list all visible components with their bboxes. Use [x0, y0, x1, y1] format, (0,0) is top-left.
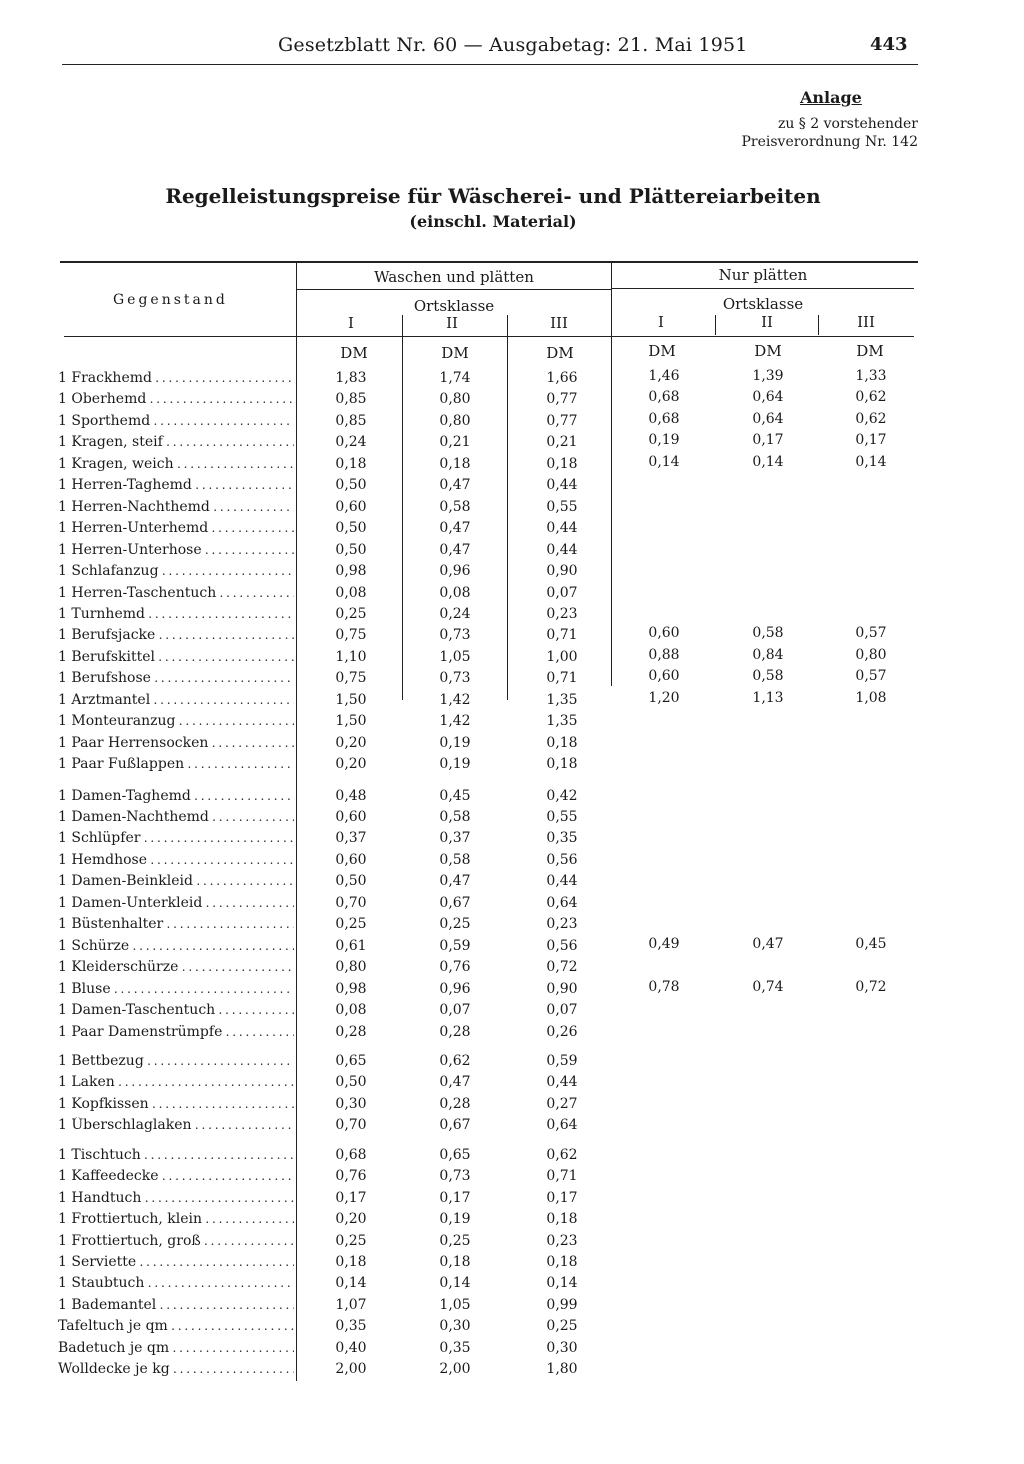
wash-price-class-1: 0,20: [335, 734, 367, 751]
iron-price-class-3: 0,14: [855, 453, 887, 470]
wash-price-class-3: 0,17: [546, 1189, 578, 1206]
iron-price-class-1: 0,88: [648, 646, 680, 663]
table-row: [0, 978, 1024, 1002]
w-unit-ii: DM: [441, 344, 469, 362]
wash-price-class-1: 0,30: [335, 1095, 367, 1112]
wash-price-class-1: 2,00: [335, 1361, 367, 1378]
wash-price-class-1: 0,60: [335, 809, 367, 825]
row-item-label: 1 Paar Herrensocken . . .: [58, 735, 294, 751]
wash-price-class-2: 0,58: [439, 851, 471, 868]
row-item-label: 1 Frackhemd . . .: [58, 370, 294, 386]
wash-price-class-3: 0,30: [546, 1339, 578, 1356]
wash-price-class-2: 2,00: [439, 1361, 471, 1378]
wash-price-class-3: 0,59: [546, 1052, 578, 1069]
iron-price-class-2: 1,13: [752, 689, 784, 706]
wash-price-class-1: 1,50: [335, 713, 367, 730]
wash-price-class-2: 0,96: [439, 980, 471, 997]
row-item-label: 1 Sporthemd . . .: [58, 413, 294, 429]
row-item-label: 1 Herren-Unterhose . . .: [58, 542, 294, 558]
iron-price-class-3: 0,57: [855, 668, 887, 685]
w-class-iii: III: [550, 314, 568, 332]
wash-price-class-3: 0,90: [546, 980, 578, 997]
row-item-label: 1 Frottiertuch, klein . . .: [58, 1211, 294, 1227]
wash-price-class-1: 0,18: [335, 455, 367, 472]
wash-price-class-3: 0,21: [546, 434, 578, 451]
wash-price-class-3: 0,71: [546, 627, 578, 644]
wash-price-class-1: 0,35: [335, 1318, 367, 1335]
wash-price-class-1: 0,60: [335, 498, 367, 515]
wash-price-class-3: 0,07: [546, 1002, 578, 1019]
row-item-label: 1 Berufsjacke . . .: [58, 627, 294, 643]
wash-price-class-3: 0,71: [546, 1168, 578, 1185]
item-column-header: Gegenstand: [113, 292, 228, 308]
table-row: [0, 852, 1024, 873]
p-class-ii: II: [761, 313, 773, 331]
wash-price-class-3: 0,18: [546, 1211, 578, 1228]
iron-price-class-1: 0,19: [648, 432, 680, 449]
table-row: [0, 1361, 1024, 1382]
table-row: [0, 1074, 1024, 1095]
wash-price-class-3: 0,23: [546, 1232, 578, 1249]
table-row: [0, 1147, 1024, 1168]
annex-label: Anlage: [800, 88, 862, 107]
iron-price-class-1: 0,68: [648, 410, 680, 427]
table-row: [0, 1275, 1024, 1296]
wash-price-class-3: 0,72: [546, 959, 578, 976]
wash-price-class-1: 0,25: [335, 605, 367, 622]
wash-price-class-3: 0,55: [546, 809, 578, 825]
iron-price-class-2: 0,58: [752, 625, 784, 642]
table-row: [0, 1190, 1024, 1211]
w-unit-iii: DM: [546, 344, 574, 362]
wash-price-class-1: 1,50: [335, 691, 367, 708]
iron-price-class-1: 0,14: [648, 453, 680, 470]
w-class-i: I: [348, 314, 354, 332]
wash-price-class-2: 0,45: [439, 787, 471, 804]
wash-price-class-1: 0,75: [335, 670, 367, 687]
table-row: [0, 627, 1024, 648]
wash-price-class-3: 0,18: [546, 455, 578, 472]
wash-price-class-3: 1,35: [546, 691, 578, 708]
wash-price-class-2: 1,42: [439, 691, 471, 708]
row-item-label: 1 Serviette . . .: [58, 1254, 294, 1270]
wash-price-class-2: 0,47: [439, 873, 471, 890]
table-row: [0, 453, 1024, 477]
wash-price-class-2: 0,47: [439, 1074, 471, 1091]
row-item-label: Tafeltuch je qm . . .: [58, 1318, 294, 1334]
row-item-label: 1 Damen-Taghemd . . .: [58, 788, 294, 804]
wash-price-class-1: 0,50: [335, 1074, 367, 1091]
wash-price-class-1: 0,37: [335, 830, 367, 847]
wash-price-class-3: 0,18: [546, 1254, 578, 1270]
iron-price-class-2: 0,58: [752, 668, 784, 685]
wash-price-class-1: 0,25: [335, 1232, 367, 1249]
wash-price-class-2: 0,47: [439, 541, 471, 558]
table-row: [0, 1096, 1024, 1117]
wash-price-class-3: 0,55: [546, 498, 578, 515]
wash-price-class-1: 0,70: [335, 1117, 367, 1134]
table-row: [0, 1297, 1024, 1318]
table-row: [0, 646, 1024, 670]
table-row: [0, 434, 1024, 455]
wash-price-class-3: 0,07: [546, 584, 578, 601]
iron-price-class-3: 1,33: [855, 368, 887, 384]
wash-price-class-1: 0,50: [335, 873, 367, 890]
wash-price-class-3: 0,62: [546, 1146, 578, 1163]
wash-price-class-1: 0,98: [335, 980, 367, 997]
iron-price-class-1: 0,78: [648, 978, 680, 995]
row-item-label: 1 Büstenhalter . . .: [58, 916, 294, 932]
wash-price-class-1: 0,14: [335, 1275, 367, 1292]
table-row: [0, 542, 1024, 563]
group-iron-only: Nur plätten: [718, 266, 808, 284]
row-item-label: 1 Paar Fußlappen . . .: [58, 756, 294, 772]
wash-price-class-1: 0,85: [335, 412, 367, 429]
wash-price-class-3: 0,27: [546, 1095, 578, 1112]
table-row: [0, 1053, 1024, 1074]
group-wash-and-iron: Waschen und plätten: [374, 268, 534, 286]
wash-price-class-3: 0,90: [546, 563, 578, 580]
wash-price-class-3: 0,44: [546, 477, 578, 494]
wash-price-class-2: 0,58: [439, 809, 471, 825]
table-row: [0, 1254, 1024, 1275]
wash-price-class-2: 0,47: [439, 477, 471, 494]
table-row: [0, 1340, 1024, 1361]
wash-price-class-3: 0,44: [546, 520, 578, 537]
row-item-label: 1 Schürze . . .: [58, 938, 294, 954]
iron-price-class-3: 0,72: [855, 978, 887, 995]
wash-price-class-2: 0,28: [439, 1095, 471, 1112]
row-item-label: 1 Kleiderschürze . . .: [58, 959, 294, 975]
wash-price-class-3: 0,25: [546, 1318, 578, 1335]
wash-price-class-2: 0,30: [439, 1318, 471, 1335]
wash-price-class-1: 0,20: [335, 756, 367, 773]
table-row: [0, 1211, 1024, 1232]
iron-price-class-2: 0,17: [752, 432, 784, 449]
wash-price-class-3: 0,26: [546, 1023, 578, 1040]
iron-price-class-1: 1,46: [648, 368, 680, 384]
wash-price-class-2: 0,19: [439, 756, 471, 773]
wash-price-class-2: 0,37: [439, 830, 471, 847]
wash-price-class-2: 0,07: [439, 1002, 471, 1019]
page-header-title: Gesetzblatt Nr. 60 — Ausgabetag: 21. Mai 1951: [278, 34, 748, 56]
wash-price-class-1: 0,80: [335, 959, 367, 976]
wash-price-class-2: 0,96: [439, 563, 471, 580]
wash-price-class-3: 0,77: [546, 412, 578, 429]
table-row: [0, 370, 1024, 391]
p-class-i: I: [658, 313, 664, 331]
row-item-label: 1 Herren-Nachthemd . . .: [58, 499, 294, 515]
table-row: [0, 1002, 1024, 1023]
wash-price-class-3: 0,23: [546, 916, 578, 933]
wash-price-class-2: 0,25: [439, 916, 471, 933]
w-unit-i: DM: [340, 344, 368, 362]
row-item-label: 1 Herren-Taghemd . . .: [58, 477, 294, 493]
row-item-label: 1 Arztmantel . . .: [58, 692, 294, 708]
row-item-label: 1 Handtuch . . .: [58, 1190, 294, 1206]
iron-price-class-2: 0,64: [752, 389, 784, 406]
wash-price-class-1: 0,08: [335, 1002, 367, 1019]
wash-price-class-1: 0,85: [335, 391, 367, 408]
iron-price-class-1: 0,49: [648, 935, 680, 952]
table-row: [0, 895, 1024, 916]
wash-price-class-3: 0,18: [546, 756, 578, 773]
p-unit-i: DM: [648, 342, 676, 360]
wash-price-class-3: 0,77: [546, 391, 578, 408]
row-item-label: 1 Überschlaglaken . . .: [58, 1117, 294, 1133]
wash-price-class-2: 1,74: [439, 370, 471, 386]
wash-price-class-1: 1,07: [335, 1296, 367, 1313]
annex-line-2: Preisverordnung Nr. 142: [741, 134, 918, 150]
table-row: [0, 670, 1024, 691]
table-row: [0, 916, 1024, 937]
wash-price-class-1: 0,18: [335, 1254, 367, 1270]
table-row: [0, 935, 1024, 959]
wash-price-class-1: 0,48: [335, 787, 367, 804]
row-item-label: 1 Herren-Taschentuch . . .: [58, 585, 294, 601]
wash-price-class-1: 0,60: [335, 851, 367, 868]
row-item-label: 1 Kaffeedecke . . .: [58, 1168, 294, 1184]
iron-price-class-3: 0,45: [855, 935, 887, 952]
wash-price-class-3: 0,23: [546, 605, 578, 622]
wash-price-class-3: 0,44: [546, 873, 578, 890]
table-row: [0, 713, 1024, 734]
iron-price-class-3: 0,57: [855, 625, 887, 642]
wash-price-class-3: 0,42: [546, 787, 578, 804]
wash-price-class-1: 1,10: [335, 648, 367, 665]
wash-price-class-1: 0,08: [335, 584, 367, 601]
wash-price-class-3: 0,35: [546, 830, 578, 847]
table-row: [0, 1117, 1024, 1138]
wash-price-class-2: 0,25: [439, 1232, 471, 1249]
wash-price-class-1: 0,50: [335, 477, 367, 494]
iron-price-class-2: 0,47: [752, 935, 784, 952]
row-item-label: 1 Schlafanzug . . .: [58, 563, 294, 579]
row-item-label: 1 Berufskittel . . .: [58, 649, 294, 665]
document-subtitle: (einschl. Material): [409, 212, 577, 231]
row-item-label: 1 Hemdhose . . .: [58, 852, 294, 868]
wash-price-class-3: 1,80: [546, 1361, 578, 1378]
document-title: Regelleistungspreise für Wäscherei- und Plättereiarbeiten: [165, 184, 821, 208]
iron-price-class-1: 1,20: [648, 689, 680, 706]
wash-price-class-3: 1,66: [546, 370, 578, 386]
wash-price-class-2: 1,42: [439, 713, 471, 730]
row-item-label: 1 Damen-Beinkleid . . .: [58, 873, 294, 889]
row-item-label: 1 Frottiertuch, groß . . .: [58, 1233, 294, 1249]
wash-price-class-3: 1,00: [546, 648, 578, 665]
table-row: [0, 606, 1024, 627]
wash-price-class-2: 0,73: [439, 670, 471, 687]
iron-price-class-3: 1,08: [855, 689, 887, 706]
table-row: [0, 391, 1024, 412]
iron-price-class-2: 0,64: [752, 410, 784, 427]
p-class-iii: III: [857, 313, 875, 331]
wash-price-class-3: 1,35: [546, 713, 578, 730]
wash-price-class-2: 0,24: [439, 605, 471, 622]
iron-price-class-2: 0,74: [752, 978, 784, 995]
iron-price-class-3: 0,62: [855, 410, 887, 427]
wash-price-class-2: 0,17: [439, 1189, 471, 1206]
wash-price-class-1: 0,25: [335, 916, 367, 933]
wash-price-class-2: 0,14: [439, 1275, 471, 1292]
iron-price-class-2: 0,84: [752, 646, 784, 663]
row-item-label: 1 Herren-Unterhemd . . .: [58, 520, 294, 536]
w-class-ii: II: [446, 314, 458, 332]
wash-price-class-1: 0,50: [335, 520, 367, 537]
table-row: [0, 830, 1024, 851]
wash-price-class-3: 0,56: [546, 851, 578, 868]
row-item-label: 1 Kopfkissen . . .: [58, 1096, 294, 1112]
wash-price-class-2: 1,05: [439, 1296, 471, 1313]
row-item-label: 1 Tischtuch . . .: [58, 1147, 294, 1163]
wash-price-class-1: 0,24: [335, 434, 367, 451]
table-row: [0, 809, 1024, 830]
p-unit-ii: DM: [754, 342, 782, 360]
wash-price-class-3: 0,44: [546, 1074, 578, 1091]
wash-price-class-1: 1,83: [335, 370, 367, 386]
table-row: [0, 563, 1024, 584]
iron-price-class-1: 0,60: [648, 625, 680, 642]
table-row: [0, 756, 1024, 777]
row-item-label: Badetuch je qm . . .: [58, 1340, 294, 1356]
wash-price-class-3: 0,64: [546, 1117, 578, 1134]
wash-price-class-3: 0,99: [546, 1296, 578, 1313]
row-item-label: 1 Bademantel . . .: [58, 1297, 294, 1313]
wash-price-class-2: 0,67: [439, 894, 471, 911]
row-item-label: 1 Bluse . . .: [58, 981, 294, 997]
wash-price-class-1: 0,17: [335, 1189, 367, 1206]
row-item-label: 1 Kragen, steif . . .: [58, 434, 294, 450]
table-row: [0, 585, 1024, 606]
wash-price-class-1: 0,68: [335, 1146, 367, 1163]
wash-price-class-1: 0,75: [335, 627, 367, 644]
table-row: [0, 735, 1024, 756]
table-row: [0, 1168, 1024, 1189]
wash-price-class-2: 0,21: [439, 434, 471, 451]
p-unit-iii: DM: [856, 342, 884, 360]
row-item-label: 1 Paar Damenstrümpfe . . .: [58, 1024, 294, 1040]
wash-price-class-2: 0,80: [439, 391, 471, 408]
table-row: [0, 1024, 1024, 1045]
p-class-label: Ortsklasse: [722, 295, 804, 313]
wash-price-class-3: 0,56: [546, 937, 578, 954]
wash-price-class-2: 0,18: [439, 455, 471, 472]
wash-price-class-3: 0,71: [546, 670, 578, 687]
row-item-label: 1 Laken . . .: [58, 1074, 294, 1090]
wash-price-class-2: 0,19: [439, 1211, 471, 1228]
table-row: [0, 1318, 1024, 1339]
wash-price-class-2: 0,76: [439, 959, 471, 976]
page-number: 443: [870, 34, 908, 55]
wash-price-class-1: 0,76: [335, 1168, 367, 1185]
table-row: [0, 788, 1024, 809]
row-item-label: 1 Damen-Unterkleid . . .: [58, 895, 294, 911]
row-item-label: 1 Schlüpfer . . .: [58, 830, 294, 846]
wash-price-class-2: 0,58: [439, 498, 471, 515]
row-item-label: 1 Damen-Taschentuch . . .: [58, 1002, 294, 1018]
row-item-label: 1 Damen-Nachthemd . . .: [58, 809, 294, 825]
row-item-label: Wolldecke je kg . . .: [58, 1361, 294, 1377]
row-item-label: 1 Staubtuch . . .: [58, 1275, 294, 1291]
wash-price-class-3: 0,18: [546, 734, 578, 751]
row-item-label: 1 Berufshose . . .: [58, 670, 294, 686]
wash-price-class-2: 0,08: [439, 584, 471, 601]
row-item-label: 1 Oberhemd . . .: [58, 391, 294, 407]
table-row: [0, 959, 1024, 980]
annex-line-1: zu § 2 vorstehender: [777, 116, 918, 132]
iron-price-class-1: 0,60: [648, 668, 680, 685]
wash-price-class-2: 0,18: [439, 1254, 471, 1270]
table-row: [0, 520, 1024, 541]
row-item-label: 1 Turnhemd . . .: [58, 606, 294, 622]
wash-price-class-1: 0,28: [335, 1023, 367, 1040]
wash-price-class-2: 0,28: [439, 1023, 471, 1040]
iron-price-class-1: 0,68: [648, 389, 680, 406]
wash-price-class-3: 0,14: [546, 1275, 578, 1292]
wash-price-class-2: 1,05: [439, 648, 471, 665]
wash-price-class-3: 0,44: [546, 541, 578, 558]
wash-price-class-2: 0,59: [439, 937, 471, 954]
table-row: [0, 1233, 1024, 1254]
wash-price-class-1: 0,40: [335, 1339, 367, 1356]
wash-price-class-2: 0,65: [439, 1146, 471, 1163]
wash-price-class-1: 0,50: [335, 541, 367, 558]
iron-price-class-2: 1,39: [752, 368, 784, 384]
iron-price-class-3: 0,62: [855, 389, 887, 406]
wash-price-class-2: 0,73: [439, 1168, 471, 1185]
table-row: [0, 477, 1024, 498]
row-item-label: 1 Kragen, weich . . .: [58, 456, 294, 472]
wash-price-class-1: 0,98: [335, 563, 367, 580]
wash-price-class-2: 0,19: [439, 734, 471, 751]
wash-price-class-2: 0,47: [439, 520, 471, 537]
wash-price-class-1: 0,61: [335, 937, 367, 954]
iron-price-class-3: 0,17: [855, 432, 887, 449]
table-row: [0, 689, 1024, 713]
wash-price-class-2: 0,73: [439, 627, 471, 644]
wash-price-class-2: 0,80: [439, 412, 471, 429]
wash-price-class-2: 0,67: [439, 1117, 471, 1134]
table-row: [0, 499, 1024, 520]
wash-price-class-1: 0,65: [335, 1052, 367, 1069]
row-item-label: 1 Bettbezug . . .: [58, 1053, 294, 1069]
iron-price-class-3: 0,80: [855, 646, 887, 663]
table-row: [0, 410, 1024, 434]
row-item-label: 1 Monteuranzug . . .: [58, 713, 294, 729]
wash-price-class-1: 0,20: [335, 1211, 367, 1228]
wash-price-class-2: 0,62: [439, 1052, 471, 1069]
iron-price-class-2: 0,14: [752, 453, 784, 470]
table-row: [0, 873, 1024, 894]
wash-price-class-1: 0,70: [335, 894, 367, 911]
w-class-label: Ortsklasse: [413, 297, 495, 315]
wash-price-class-3: 0,64: [546, 894, 578, 911]
wash-price-class-2: 0,35: [439, 1339, 471, 1356]
